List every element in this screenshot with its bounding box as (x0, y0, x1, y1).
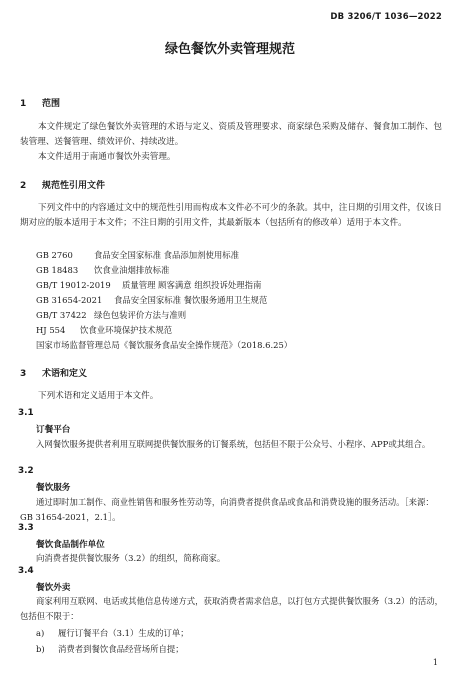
section-2-heading (20, 178, 105, 191)
term-number: 3.1 (18, 408, 34, 418)
list-marker: b) (36, 644, 45, 654)
term-definition: 通过即时加工制作、商业性销售和服务性劳动等，向消费者提供食品或食品和消费设施的服务活动。［来源：GB 31654-2021，2.1］。 (20, 497, 434, 522)
section-number: 1 (20, 99, 27, 109)
term-name: 餐饮外卖 (36, 583, 71, 593)
section-1-paragraph-2: 本文件适用于南通市餐饮外卖管理。 (38, 152, 176, 162)
reference-name: 国家市场监督管理总局《餐饮服务食品安全操作规范》（2018.6.25） (36, 340, 293, 350)
reference-item (36, 294, 267, 306)
reference-item (36, 339, 292, 351)
term-definition: 商家利用互联网、电话或其他信息传递方式，获取消费者需求信息，以打包方式提供餐饮服务（3.2）的活动，包括但不限于： (20, 596, 443, 621)
reference-item (36, 249, 239, 261)
section-title: 术语和定义 (42, 369, 88, 379)
list-marker: a) (36, 628, 45, 638)
section-title: 规范性引用文件 (42, 181, 106, 191)
list-item (36, 643, 184, 655)
reference-code: GB/T 19012-2019 (36, 280, 111, 290)
reference-item (36, 324, 172, 336)
list-text: 消费者到餐饮食品经营场所自提； (58, 644, 184, 654)
reference-code: GB 2760 (36, 250, 73, 260)
section-3-heading (20, 366, 87, 379)
reference-code: GB 31654-2021 (36, 295, 103, 305)
term-definition: 入网餐饮服务提供者利用互联网提供餐饮服务的订餐系统，包括但不限于公众号、小程序、APP或其组合。 (36, 439, 431, 449)
reference-name: 饮食业油烟排放标准 (94, 265, 170, 275)
term-number: 3.2 (18, 466, 34, 476)
term-name: 订餐平台 (36, 425, 71, 435)
list-text: 履行订餐平台（3.1）生成的订单； (58, 628, 189, 638)
reference-name: 食品安全国家标准 餐饮服务通用卫生规范 (114, 295, 268, 305)
section-number: 3 (20, 369, 27, 379)
term-number: 3.3 (18, 523, 34, 533)
term-name: 餐饮服务 (36, 483, 71, 493)
section-title: 范围 (42, 99, 61, 109)
document-title: 绿色餐饮外卖管理规范 (164, 42, 295, 57)
term-name: 餐饮食品制作单位 (36, 540, 105, 550)
reference-item (36, 264, 169, 276)
term-definition: 向消费者提供餐饮服务（3.2）的组织，简称商家。 (36, 553, 226, 563)
reference-name: 食品安全国家标准 食品添加剂使用标准 (94, 250, 240, 260)
section-1-heading (20, 96, 60, 109)
reference-name: 饮食业环境保护技术规范 (80, 325, 173, 335)
standard-code: DB 3206/T 1036—2022 (330, 12, 442, 22)
reference-item (36, 279, 261, 291)
page-number: 1 (432, 658, 438, 667)
section-2-paragraph-1: 下列文件中的内容通过文中的规范性引用而构成本文件必不可少的条款。其中，注日期的引用文件，仅该日期对应的版本适用于本文件；不注日期的引用文件，其最新版本（包括所有的修改单）适用于本文件。 (20, 203, 442, 228)
reference-name: 质量管理 顾客满意 组织投诉处理指南 (122, 280, 262, 290)
term-number: 3.4 (18, 566, 34, 576)
section-number: 2 (20, 181, 27, 191)
reference-name: 绿色包装评价方法与准则 (94, 310, 187, 320)
list-item (36, 627, 189, 639)
section-1-paragraph-1: 本文件规定了绿色餐饮外卖管理的术语与定义、资质及管理要求、商家绿色采购及储存、餐食加工制作、包装管理、送餐管理、绩效评价、持续改进。 (20, 122, 442, 147)
reference-code: HJ 554 (36, 325, 66, 335)
reference-item (36, 309, 186, 321)
reference-code: GB/T 37422 (36, 310, 87, 320)
section-3-paragraph-1: 下列术语和定义适用于本文件。 (38, 391, 159, 401)
reference-code: GB 18483 (36, 265, 79, 275)
